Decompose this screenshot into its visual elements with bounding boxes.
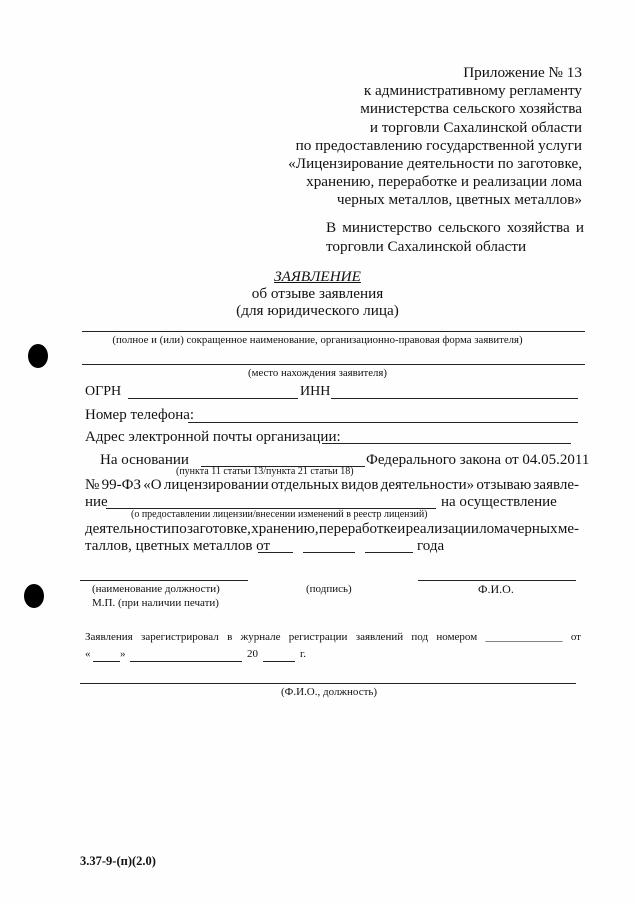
law-word: деятельности» xyxy=(380,477,475,493)
law-word: заявле- xyxy=(533,477,579,493)
appendix-line: черных металлов, цветных металлов» xyxy=(336,191,582,209)
registrar-caption: (Ф.И.О., должность) xyxy=(281,686,378,698)
phone-label: Номер телефона: xyxy=(85,407,195,423)
addressee-word: министерство xyxy=(342,219,433,236)
registration-word: зарегистрировал xyxy=(141,631,219,643)
document-subtitle: об отзыве заявления xyxy=(251,285,384,302)
activity-word: заготовке, xyxy=(187,521,251,537)
punch-hole-icon xyxy=(28,344,48,368)
org-name-line[interactable] xyxy=(82,331,585,332)
appendix-line: и торговли Сахалинской области xyxy=(369,118,582,136)
law-sentence xyxy=(85,477,579,494)
year-text: года xyxy=(417,538,445,554)
addressee-block xyxy=(326,219,584,256)
document-subtitle-type: (для юридического лица) xyxy=(236,302,399,319)
appendix-block xyxy=(288,64,582,210)
law-word: «О xyxy=(143,477,162,493)
reg-year-suffix: г. xyxy=(300,648,307,660)
position-line[interactable] xyxy=(80,580,248,581)
inn-field[interactable] xyxy=(331,398,578,399)
stamp-caption: М.П. (при наличии печати) xyxy=(92,597,219,609)
appendix-line: хранению, переработке и реализации лома xyxy=(306,173,582,191)
appendix-line: Приложение № 13 xyxy=(463,64,582,81)
law-word: отзываю xyxy=(476,477,532,493)
email-field[interactable] xyxy=(322,443,571,444)
activity-word: хранению, xyxy=(251,521,319,537)
reg-month-field[interactable] xyxy=(130,661,242,662)
location-line[interactable] xyxy=(82,364,585,365)
reg-date-close-quote: » xyxy=(120,648,126,660)
registration-word: журнале xyxy=(240,631,281,643)
activity-word: деятельности xyxy=(85,521,171,537)
ogrn-field[interactable] xyxy=(128,398,298,399)
addressee-word: В xyxy=(326,219,337,236)
implementation-text: на осуществление xyxy=(441,494,557,510)
law-word: видов xyxy=(341,477,379,493)
registration-sentence xyxy=(85,631,581,643)
reg-day-field[interactable] xyxy=(93,661,120,662)
appendix-line: «Лицензирование деятельности по заготовке, xyxy=(288,155,582,173)
date-day-field[interactable] xyxy=(258,552,293,553)
addressee-word: и xyxy=(575,219,584,236)
activity-word: реализации xyxy=(405,521,479,537)
basis-caption: (пункта 11 статьи 13/пункта 21 статьи 18) xyxy=(176,466,354,477)
metals-text: таллов, цветных металлов от xyxy=(85,538,271,554)
law-word: № xyxy=(85,477,100,493)
registration-word: номером xyxy=(436,631,478,643)
fio-line[interactable] xyxy=(418,580,576,581)
registration-word: Заявления xyxy=(85,631,133,643)
registration-word: заявлений xyxy=(355,631,404,643)
activity-sentence xyxy=(85,521,579,538)
license-action-caption: (о предоставлении лицензии/внесении изменений в реестр лицензий) xyxy=(131,509,428,520)
law-word: 99-ФЗ xyxy=(101,477,141,493)
registration-word: под xyxy=(411,631,429,643)
law-word: лицензировании xyxy=(163,477,269,493)
registration-word: регистрации xyxy=(288,631,348,643)
registration-word: в xyxy=(227,631,233,643)
position-caption: (наименование должности) xyxy=(92,583,220,595)
inn-label: ИНН xyxy=(300,384,331,399)
org-name-caption: (полное и (или) сокращенное наименование, организационно-правовая форма заявителя) xyxy=(112,334,523,346)
date-month-field[interactable] xyxy=(303,552,355,553)
activity-word: ме- xyxy=(557,521,579,537)
nie-text: ние xyxy=(85,494,108,510)
appendix-line: министерства сельского хозяйства xyxy=(360,100,582,118)
location-caption: (место нахождения заявителя) xyxy=(248,367,387,379)
fio-caption: Ф.И.О. xyxy=(478,582,514,596)
email-label: Адрес электронной почты организации: xyxy=(85,429,341,445)
date-year-field[interactable] xyxy=(365,552,413,553)
activity-word: и xyxy=(397,521,406,537)
registration-number-field[interactable]: ______________ xyxy=(485,631,563,643)
registrar-line[interactable] xyxy=(80,683,576,684)
law-word: отдельных xyxy=(270,477,339,493)
activity-word: черных xyxy=(510,521,558,537)
document-title: ЗАЯВЛЕНИЕ xyxy=(274,268,361,285)
addressee-word: сельского xyxy=(438,219,501,236)
appendix-line: по предоставлению государственной услуги xyxy=(295,136,582,154)
phone-field[interactable] xyxy=(188,422,578,423)
form-code: 3.37-9-(п)(2.0) xyxy=(80,854,156,868)
reg-year-prefix: 20 xyxy=(247,648,258,660)
reg-year-field[interactable] xyxy=(263,661,295,662)
addressee-line2: торговли Сахалинской области xyxy=(326,237,527,255)
basis-law: Федерального закона от 04.05.2011 xyxy=(366,452,590,468)
punch-hole-icon xyxy=(24,584,44,608)
signature-caption: (подпись) xyxy=(306,583,352,595)
activity-word: переработке xyxy=(318,521,397,537)
basis-label: На основании xyxy=(100,452,189,468)
addressee-word: хозяйства xyxy=(506,219,570,236)
ogrn-label: ОГРН xyxy=(85,384,122,399)
registration-word: от xyxy=(570,631,581,643)
appendix-line: к административному регламенту xyxy=(363,82,582,100)
activity-word: лома xyxy=(479,521,510,537)
reg-date-open-quote: « xyxy=(85,648,91,660)
activity-word: по xyxy=(171,521,187,537)
